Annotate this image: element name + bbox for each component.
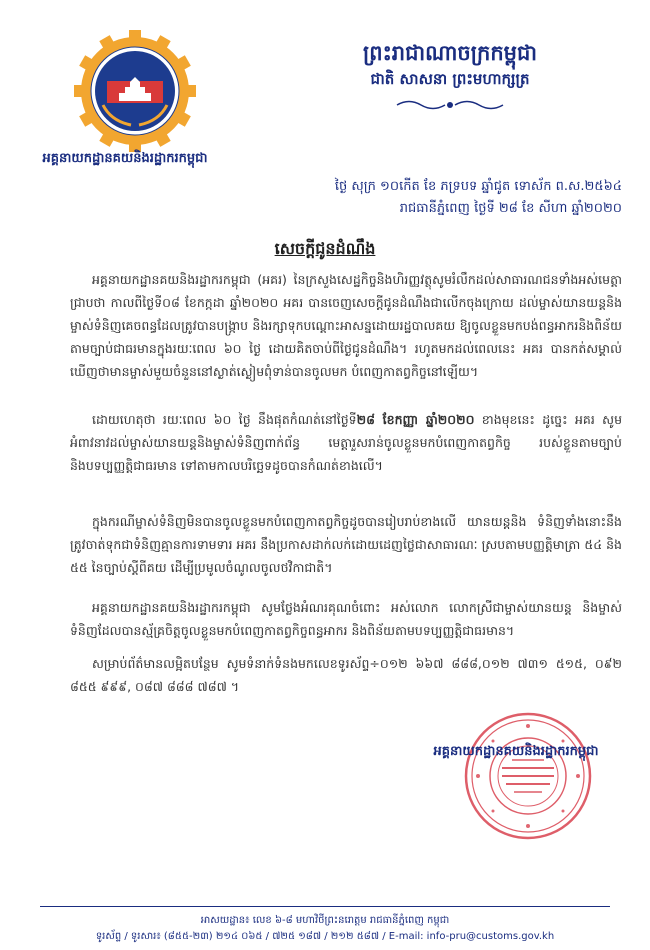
official-stamp-icon bbox=[462, 710, 594, 842]
paragraph-1: អគ្គនាយកដ្ឋានគយនិងរដ្ឋាករកម្ពុជា (អគរ) នៃក្រសួងសេដ្ឋកិច្ចនិងហិរញ្ញវត្ថុសូមរំលឹកដល់សាធារណជនទាំងអស់មេត្តាជ្រាបថា កាលពីថ្ងៃទី០៨ ខែកក្កដា ឆ្នាំ២០២០ អគរ បានចេញសេចក្តីជូនដំណឹងជាលើកចុងក្រោយ ដល់ម្ចាស់យានយន្តនិងម្ចាស់ទំនិញគេចពន្ធដែលត្រូវបានបង្រ្កាប និងរក្សាទុកបណ្តោះអាសន្នដោយរដ្ឋបាលគយ ឱ្យចូលខ្លួនមកបង់ពន្ធអាករនិងពិន័យតាមច្បាប់ជាធរមានក្នុងរយៈពេល ៦០ ថ្ងៃ ដោយគិតចាប់ពីថ្ងៃជូនដំណឹង។ រហូតមកដល់ពេលនេះ អគរ បានកត់សម្គាល់ឃើញថាមានម្ចាស់មួយចំនួននៅស្ងាត់ស្ងៀមពុំទាន់បានចូលមក បំពេញកាតព្វកិច្ចនៅឡើយ។ bbox=[70, 272, 622, 379]
signatory-org: អគ្គនាយកដ្ឋានគយនិងរដ្ឋាករកម្ពុជា bbox=[433, 744, 599, 759]
national-motto: ជាតិ សាសនា ព្រះមហាក្សត្រ bbox=[370, 70, 530, 88]
solar-date: រាជធានីភ្នំពេញ ថ្ងៃទី ២៨ ខែ សីហា ឆ្នាំ២០២០ bbox=[399, 201, 622, 216]
org-name-header: អគ្គនាយកដ្ឋានគយនិងរដ្ឋាករកម្ពុជា bbox=[42, 151, 208, 166]
lunar-date: ថ្ងៃ សុក្រ ១០កើត ខែ ភទ្របទ ឆ្នាំជូត ទោស័ក ព.ស.២៥៦៤ bbox=[334, 179, 622, 194]
paragraph-5: សម្រាប់ព័ត៌មានលម្អិតបន្ថែម សូមទំនាក់ទំនងមកលេខទូរស័ព្ទ÷០១២ ៦៦៧ ៨៨៨,០១២ ៧៣១ ៥១៥, ០៩២ ៨៥៥ ៩៩៩, ០៨៧ ៨៨៨ ៧៨៧ ។ bbox=[70, 656, 622, 694]
footer-divider bbox=[40, 906, 610, 907]
footer-address: អាសយដ្ឋាន៖ លេខ ៦-៨ មហាវិថីព្រះនរោត្តម រាជធានីភ្នំពេញ កម្ពុជា bbox=[200, 915, 450, 926]
paragraph-2-post: ខាងមុខនេះ ដូច្នេះ អគរ សូមអំពាវនាវដល់ម្ចាស់យានយន្តនិងម្ចាស់ទំនិញពាក់ព័ន្ធ មេត្តារួសរាន់ចូលខ្លួនមកបំពេញកាតព្វកិច្ច របស់ខ្លួនតាមច្បាប់ និងបទប្បញ្ញត្តិជាធរមាន ទៅតាមកាលបរិច្ឆេទដូចបានកំណត់ខាងលើ។ bbox=[70, 412, 622, 473]
paragraph-3: ក្នុងករណីម្ចាស់ទំនិញមិនបានចូលខ្លួនមកបំពេញកាតព្វកិច្ចដូចបានរៀបរាប់ខាងលើ យានយន្តនិង ទំនិញទាំងនោះនឹងត្រូវចាត់ទុកជាទំនិញគ្មានការទាមទារ អគរ នឹងប្រកាសដាក់លក់ដោយដេញថ្លៃជាសាធារណៈ ស្របតាមបញ្ញត្តិមាត្រា ៥៤ និង ៥៥ នៃច្បាប់ស្តីពីគយ ដើម្បីប្រមូលចំណូលចូលថវិកាជាតិ។ bbox=[70, 514, 622, 575]
paragraph-2 bbox=[70, 408, 622, 477]
deadline-date: ២៨ ខែកញ្ញា ឆ្នាំ២០២០ bbox=[356, 412, 475, 427]
kingdom-title: ព្រះរាជាណាចក្រកម្ពុជា bbox=[362, 41, 537, 65]
divider-ornament-icon bbox=[395, 98, 505, 112]
document-title: សេចក្តីជូនដំណឹង bbox=[274, 239, 376, 258]
customs-emblem-icon bbox=[74, 30, 196, 152]
paragraph-4: អគ្គនាយកដ្ឋានគយនិងរដ្ឋាករកម្ពុជា សូមថ្លែងអំណរគុណចំពោះ អស់លោក លោកស្រីជាម្ចាស់យានយន្ត និងម្ចាស់ទំនិញដែលបានស្ម័គ្រចិត្តចូលខ្លួនមកបំពេញកាតព្វកិច្ចពន្ធអាករ និងពិន័យតាមបទប្បញ្ញត្តិជាធរមាន។ bbox=[70, 600, 622, 638]
paragraph-2-pre: ដោយហេតុថា រយៈពេល ៦០ ថ្ងៃ នឹងផុតកំណត់នៅថ្ងៃទី bbox=[92, 412, 357, 427]
footer-contact: ទូរស័ព្ទ / ទូរសារ៖ (៨៥៥-២៣) ២១៤ ០៦៥ / ៧២៥ ១៨៧ / ២១២ ៥៨៧ / E-mail: info-pru@customs.gov.kh bbox=[95, 931, 555, 942]
